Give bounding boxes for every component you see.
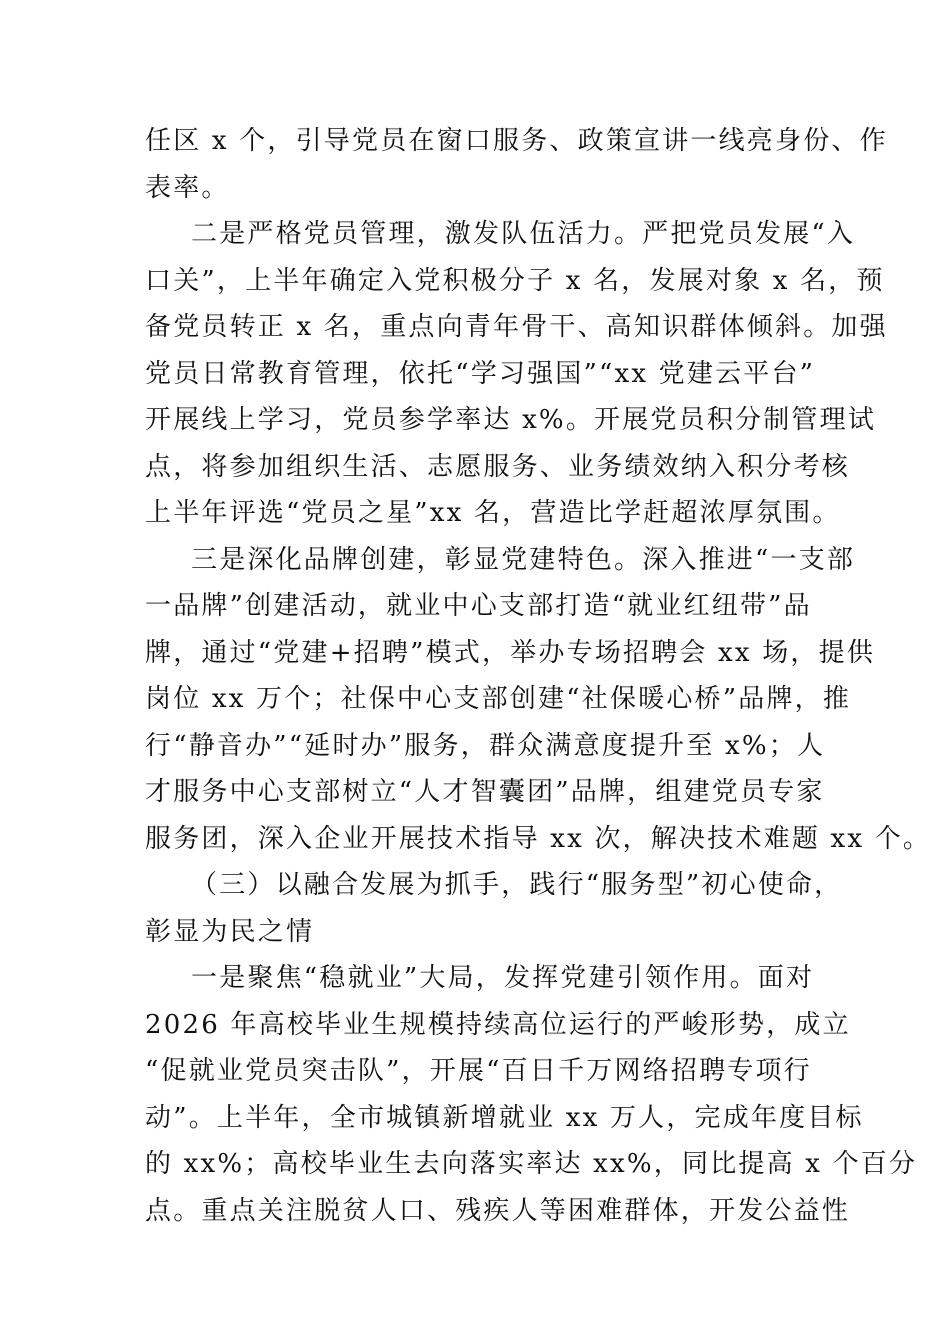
text-line: 表率。 <box>145 172 230 203</box>
text-line: 一品牌”创建活动，就业中心支部打造“就业红纽带”品 <box>145 591 812 621</box>
section-heading-continued: 彰显为民之情 <box>145 916 315 947</box>
text-line: 才服务中心支部树立“人才智囊团”品牌，组建党员专家 <box>145 777 825 807</box>
text-line: 牌，通过“党建+招聘”模式，举办专场招聘会 xx 场，提供 <box>145 637 876 668</box>
text-line: 岗位 xx 万个；社保中心支部创建“社保暖心桥”品牌，推 <box>145 684 852 714</box>
document-body <box>145 118 932 1234</box>
paragraph-first-line: 三是深化品牌创建，彰显党建特色。深入推进“一支部 <box>191 544 856 575</box>
text-line: 动”。上半年，全市城镇新增就业 xx 万人，完成年度目标 <box>145 1102 864 1133</box>
text-line: 2026 年高校毕业生规模持续高位运行的严峻形势，成立 <box>145 1009 851 1040</box>
text-line: “促就业党员突击队”，开展“百日千万网络招聘专项行 <box>145 1056 812 1086</box>
text-line: 行“静音办”“延时办”服务，群众满意度提升至 x%；人 <box>145 730 826 761</box>
text-line: 任区 x 个，引导党员在窗口服务、政策宣讲一线亮身份、作 <box>145 126 888 156</box>
text-line: 党员日常教育管理，依托“学习强国”“xx 党建云平台” <box>145 358 816 389</box>
section-heading: （三）以融合发展为抓手，践行“服务型”初心使命， <box>191 870 843 900</box>
text-line: 服务团，深入企业开展技术指导 xx 次，解决技术难题 xx 个。 <box>145 823 932 854</box>
paragraph-first-line: 一是聚焦“稳就业”大局，发挥党建引领作用。面对 <box>191 963 815 993</box>
text-line: 上半年评选“党员之星”xx 名，营造比学赶超浓厚氛围。 <box>145 498 841 528</box>
text-line: 点。重点关注脱贫人口、残疾人等困难群体，开发公益性 <box>145 1195 851 1226</box>
text-line: 开展线上学习，党员参学率达 x%。开展党员积分制管理试 <box>145 405 877 435</box>
text-line: 的 xx%；高校毕业生去向落实率达 xx%，同比提高 x 个百分 <box>145 1149 918 1179</box>
paragraph-first-line: 二是严格党员管理，激发队伍活力。严把党员发展“入 <box>191 219 856 249</box>
text-line: 备党员转正 x 名，重点向青年骨干、高知识群体倾斜。加强 <box>145 312 888 342</box>
text-line: 口关”，上半年确定入党积极分子 x 名，发展对象 x 名，预 <box>145 265 885 296</box>
text-line: 点，将参加组织生活、志愿服务、业务绩效纳入积分考核 <box>145 451 851 482</box>
